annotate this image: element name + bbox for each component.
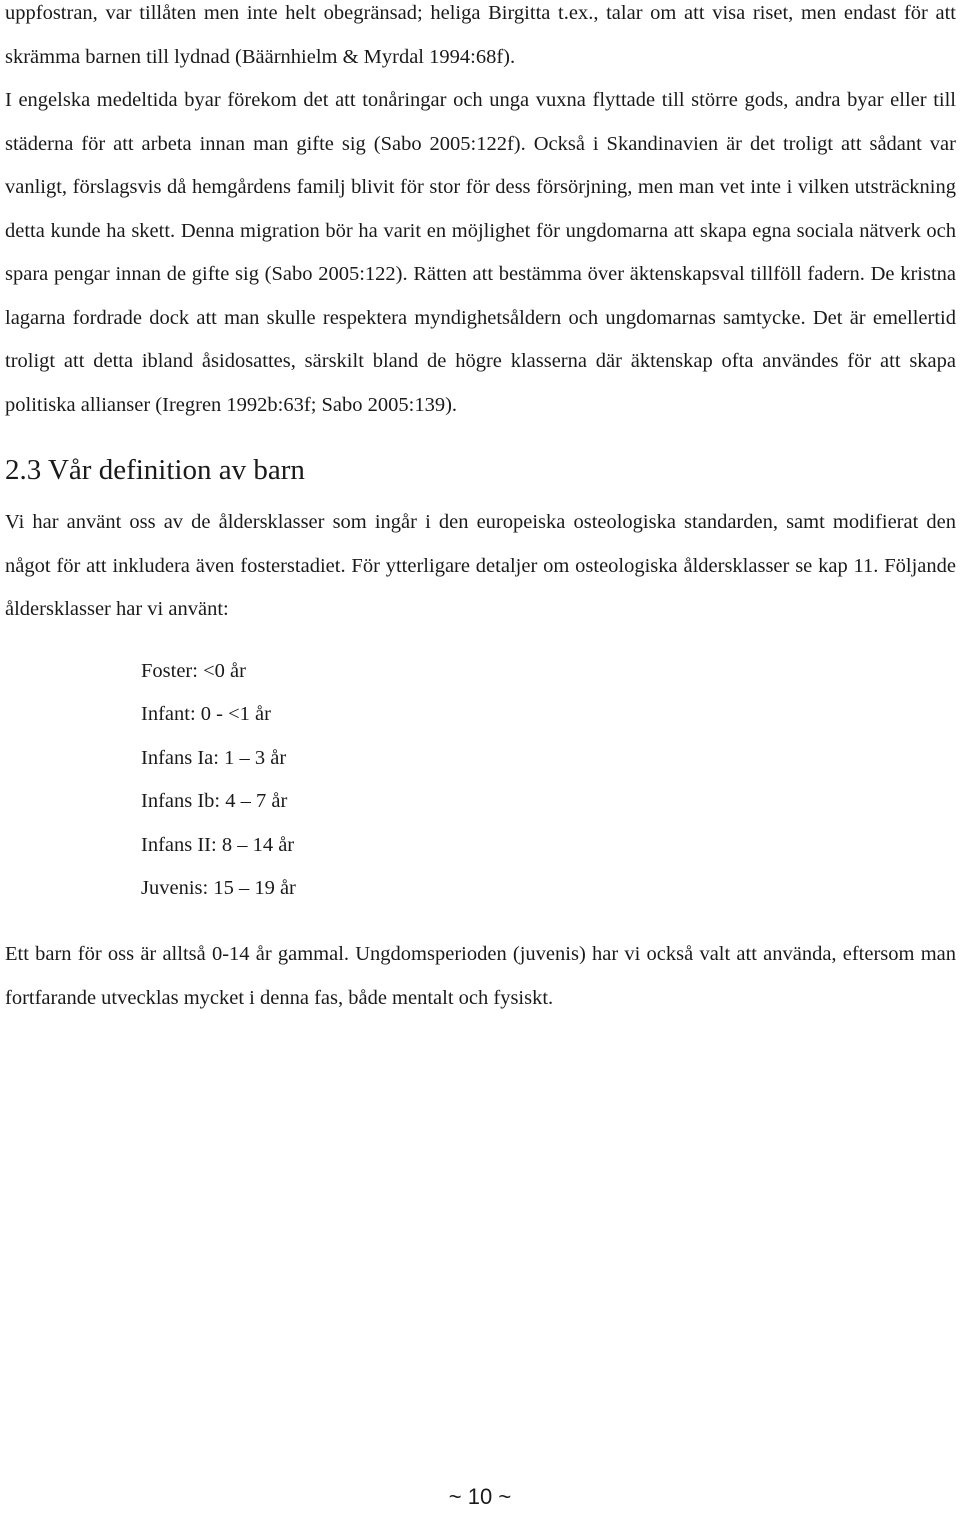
age-class-item: Infans II: 8 – 14 år xyxy=(141,833,295,856)
age-class-list xyxy=(5,650,956,912)
age-class-item: Juvenis: 15 – 19 år xyxy=(141,877,296,900)
paragraph-intro: uppfostran, var tillåten men inte helt obegränsad; heliga Birgitta t.ex., talar om att visa riset, men endast för att skrämma barnen till lydnad (Bäärnhielm & Myrdal 1994:68f). xyxy=(5,2,956,68)
paragraph-age-classes: Vi har använt oss av de åldersklasser som ingår i den europeiska osteologiska standarden, samt modifierat den något för att inkludera även fosterstadiet. För ytterligare detaljer om osteologiska åldersklasser se kap 11. Följande åldersklasser har vi använt: xyxy=(5,511,956,620)
age-class-item: Infans Ia: 1 – 3 år xyxy=(141,746,287,769)
age-class-item: Foster: <0 år xyxy=(141,659,246,682)
age-class-item: Infant: 0 - <1 år xyxy=(141,703,271,726)
age-class-item: Infans Ib: 4 – 7 år xyxy=(141,790,288,813)
page-number: ~ 10 ~ xyxy=(448,1484,512,1509)
document-page xyxy=(5,0,956,1020)
paragraph-medieval-migration: I engelska medeltida byar förekom det att tonåringar och unga vuxna flyttade till större gods, andra byar eller till städerna för att arbeta innan man gifte sig (Sabo 2005:122f). Också i Skandinavien är det troligt att sådant var vanligt, förslagsvis då hemgårdens familj blivit för stor för dess försörjning, men man vet inte i vilken utsträckning detta kunde ha skett. Denna migration bör ha varit en möjlighet för ungdomarna att skapa egna sociala nätverk och spara pengar innan de gifte sig (Sabo 2005:122). Rätten att bestämma över äktenskapsval tillföll fadern. De kristna lagarna fordrade dock att man skulle respektera myndighetsåldern och ungdomarnas samtycke. Det är emellertid troligt att detta ibland åsidosattes, särskilt bland de högre klasserna där äktenskap ofta användes för att skapa politiska allianser (Iregren 1992b:63f; Sabo 2005:139). xyxy=(5,89,956,416)
section-heading: 2.3 Vår definition av barn xyxy=(5,454,305,486)
paragraph-child-definition: Ett barn för oss är alltså 0-14 år gammal. Ungdomsperioden (juvenis) har vi också valt att använda, eftersom man fortfarande utvecklas mycket i denna fas, både mentalt och fysiskt. xyxy=(5,943,956,1009)
